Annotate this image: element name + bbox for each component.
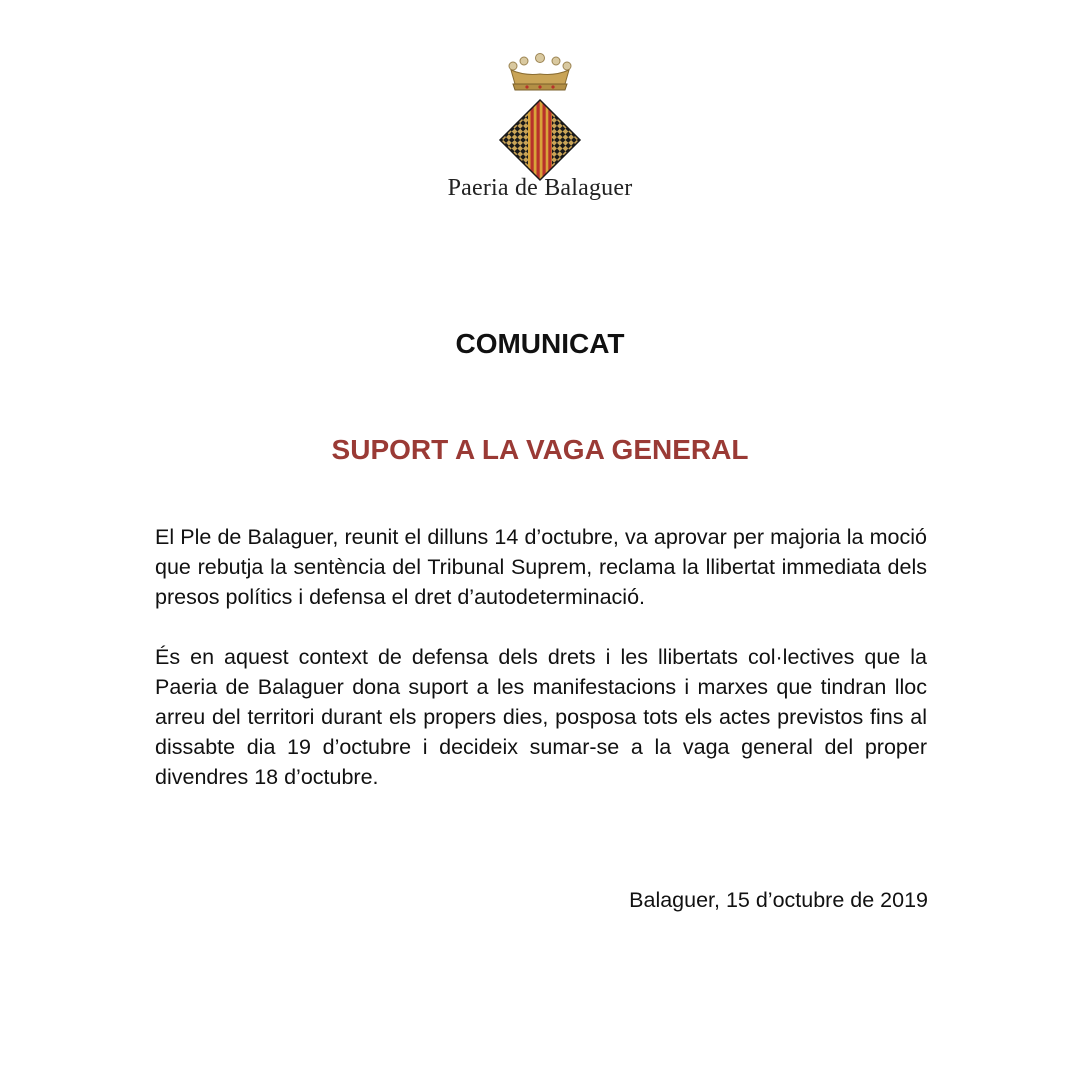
document-subtitle: SUPORT A LA VAGA GENERAL <box>331 434 749 465</box>
body-paragraph: És en aquest context de defensa dels drets i les llibertats col·lectives que la Paeria de Balaguer dona suport a les manifestacions i marxes que tindran lloc arreu del territori durant els propers dies, posposa tots els actes previstos fins al dissabte dia 19 d’octubre i decideix sumar-se a la vaga general del proper divendres 18 d’octubre. <box>155 645 927 789</box>
place-and-date: Balaguer, 15 d’octubre de 2019 <box>629 888 928 912</box>
crown-icon <box>505 52 575 96</box>
body-paragraph: El Ple de Balaguer, reunit el dilluns 14 d’octubre, va aprovar per majoria la moció que rebutja la sentència del Tribunal Suprem, reclama la llibertat immediata dels presos polítics i defensa el dret d’autodeterminació. <box>155 525 927 609</box>
document-title: COMUNICAT <box>455 328 625 359</box>
municipal-emblem <box>0 0 1080 220</box>
coat-of-arms-icon <box>498 98 582 182</box>
organization-name: Paeria de Balaguer <box>447 175 633 201</box>
document-body <box>155 522 927 822</box>
